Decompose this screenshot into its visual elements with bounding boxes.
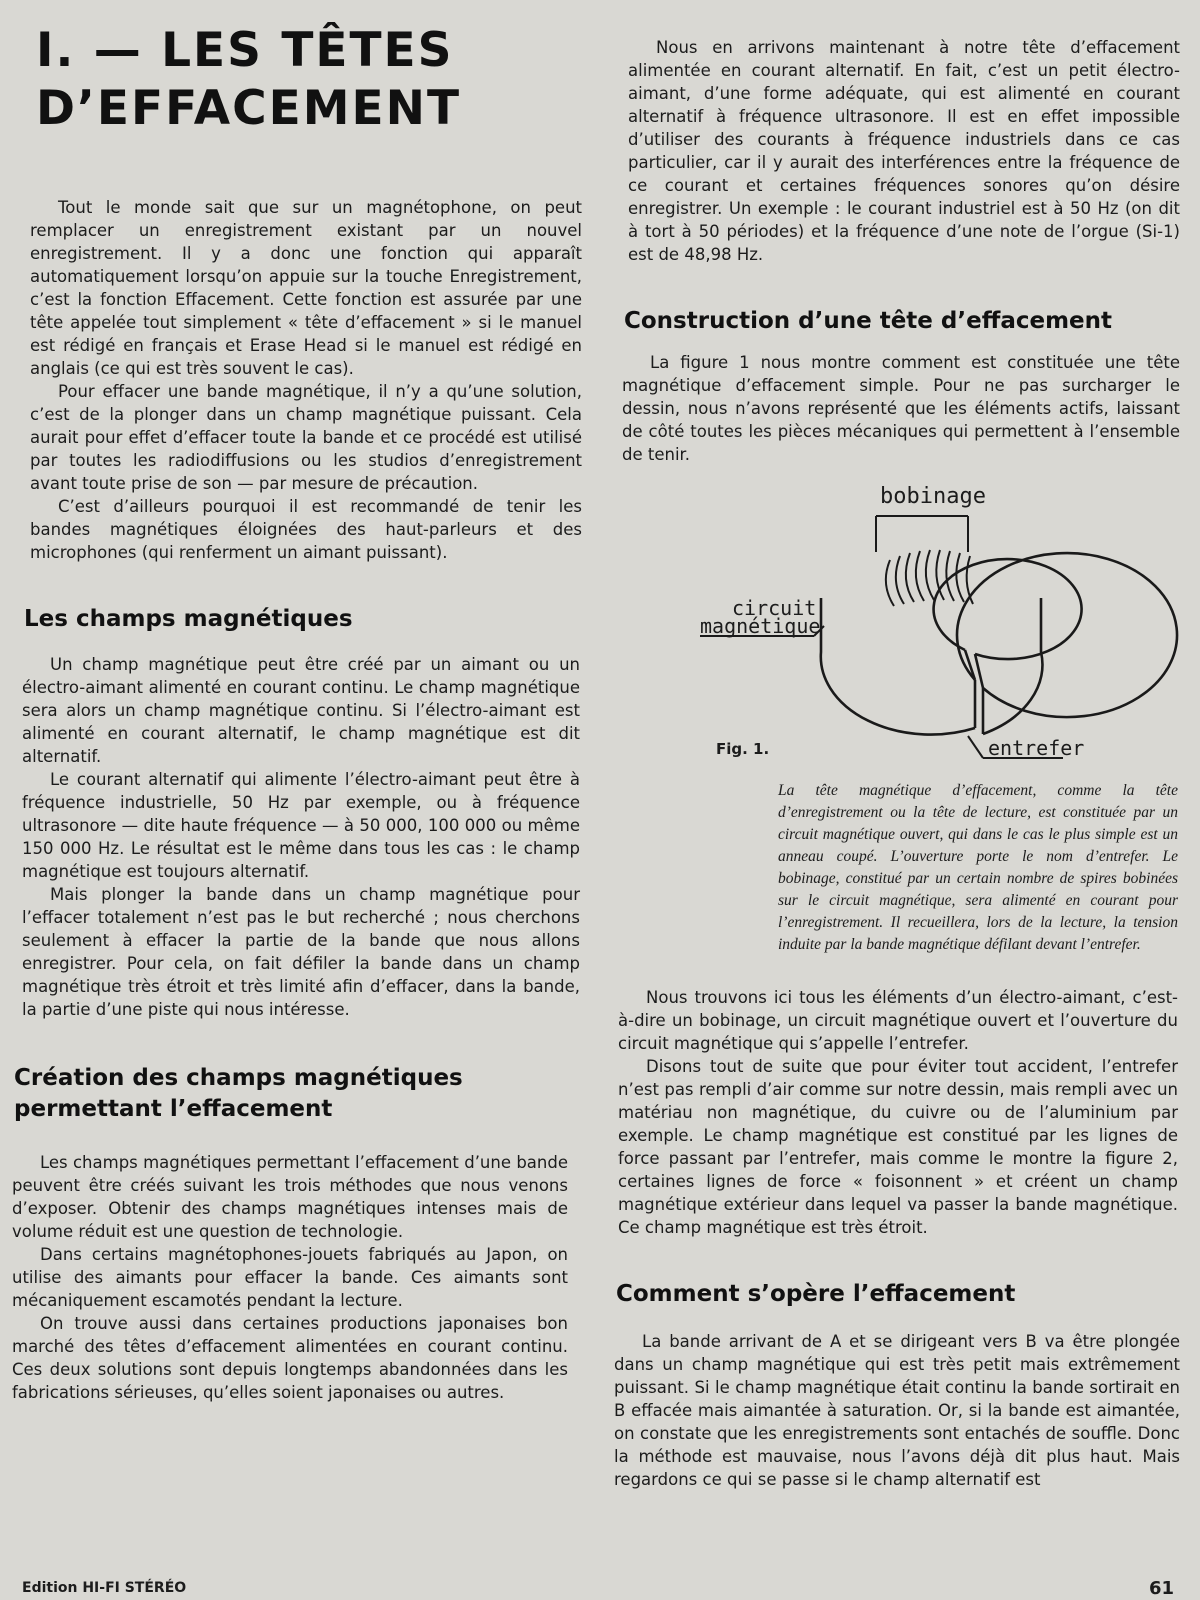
label-circuit-line2: magnétique <box>700 614 821 638</box>
section-heading-line2: permettant l’effacement <box>14 1096 333 1122</box>
figure-number: Fig. 1. <box>716 740 770 758</box>
section-heading: Les champs magnétiques <box>24 606 353 632</box>
page-title-line2: D’EFFACEMENT <box>36 81 462 136</box>
section-body <box>22 653 580 1021</box>
paragraph: On trouve aussi dans certaines productions japonaises bon marché des têtes d’effacement alimentées en courant continu. Ces deux solutions sont depuis longtemps abandonnées dans les fabrications sérieuses, qu’elles soient japonaises ou autres. <box>12 1314 568 1402</box>
page-title-line1: I. — LES TÊTES <box>36 23 454 78</box>
paragraph: Nous trouvons ici tous les éléments d’un électro-aimant, c’est-à-dire un bobinage, un circuit magnétique ouvert et l’ouverture du circuit magnétique qui s’appelle l’entrefer. <box>618 988 1178 1053</box>
paragraph: Le courant alternatif qui alimente l’électro-aimant peut être à fréquence industrielle, 50 Hz par exemple, ou à fréquence ultrasonore — dite haute fréquence — à 50 000, 100 000 ou même 150 000 Hz. Le résultat est le même dans tous les cas : le champ magnétique est toujours alternatif. <box>22 770 580 881</box>
paragraph: La bande arrivant de A et se dirigeant vers B va être plongée dans un champ magnétique qui est très petit mais extrêmement puissant. Si le champ magnétique était continu la bande sortirait en B effacée mais aimantée à saturation. Or, si la bande est aimantée, on constate que les enregistrements sont entachés de souffle. Donc la méthode est mauvaise, nous l’avons déjà dit plus haut. Mais regardons ce qui se passe si le champ alternatif est <box>614 1332 1180 1489</box>
paragraph: Mais plonger la bande dans un champ magnétique pour l’effacer totalement n’est pas le but recherché ; nous cherchons seulement à effacer la partie de la bande que nous allons enregistrer. Pour cela, on fait défiler la bande dans un champ magnétique très étroit et très limité afin d’effacer, dans la bande, la partie d’une piste qui nous intéresse. <box>22 885 580 1019</box>
section-heading: Construction d’une tête d’effacement <box>624 308 1113 334</box>
paragraph: C’est d’ailleurs pourquoi il est recommandé de tenir les bandes magnétiques éloignées des haut-parleurs et des microphones (qui renferment un aimant puissant). <box>30 497 582 562</box>
intro-block <box>30 196 582 564</box>
section-heading: Comment s’opère l’effacement <box>616 1281 1016 1307</box>
paragraph: Les champs magnétiques permettant l’effacement d’une bande peuvent être créés suivant les trois méthodes que nous venons d’exposer. Obtenir des champs magnétiques intenses mais de volume réduit est une question de technologie. <box>12 1153 568 1241</box>
left-column <box>12 22 582 1404</box>
footer-publication: Edition HI-FI STÉRÉO <box>22 1580 187 1596</box>
page-number: 61 <box>1148 1578 1174 1599</box>
paragraph: Disons tout de suite que pour éviter tout accident, l’entrefer n’est pas rempli d’air comme sur notre dessin, mais rempli avec un matériau non magnétique, du cuivre ou de l’aluminium par exemple. Le champ magnétique est constitué par les lignes de force passant par l’entrefer, mais comme le montre la figure 2, certaines lignes de force « foisonnent » et créent un champ magnétique extérieur dans lequel va passer la bande magnétique. Ce champ magnétique est très étroit. <box>618 1057 1178 1237</box>
section-heading <box>14 1063 580 1125</box>
right-column <box>614 36 1180 1491</box>
page-title <box>36 22 580 138</box>
label-bobinage: bobinage <box>880 484 986 509</box>
paragraph: Dans certains magnétophones-jouets fabriqués au Japon, on utilise des aimants pour effacer la bande. Ces aimants sont mécaniquement escamotés pendant la lecture. <box>12 1245 568 1310</box>
paragraph: Pour effacer une bande magnétique, il n’y a qu’une solution, c’est de la plonger dans un champ magnétique puissant. Cela aurait pour effet d’effacer toute la bande et ce procédé est utilisé par toutes les radiodiffusions ou les studios d’enregistrement avant toute prise de son — par mesure de précaution. <box>30 382 582 493</box>
figure-1 <box>628 476 1180 776</box>
paragraph: Un champ magnétique peut être créé par un aimant ou un électro-aimant alimenté en courant continu. Le champ magnétique sera alors un champ magnétique continu. Si l’électro-aimant est alimenté en courant alternatif, le champ magnétique est dit alternatif. <box>22 655 580 766</box>
paragraph: Tout le monde sait que sur un magnétophone, on peut remplacer un enregistrement existant par un nouvel enregistrement. Il y a donc une fonction qui apparaît automatiquement lorsqu’on appuie sur la touche Enregistrement, c’est la fonction Effacement. Cette fonction est assurée par une tête appelée tout simplement « tête d’effacement » si le manuel est rédigé en français et Erase Head si le manuel est rédigé en anglais (ce qui est très souvent le cas). <box>30 198 582 378</box>
figure-caption: La tête magnétique d’effacement, comme la tête d’enregistrement ou la tête de lecture, est constituée par un circuit magnétique ouvert, qui dans le cas le plus simple est un anneau coupé. L’ouverture porte le nom d’entrefer. Le bobinage, constitué par un certain nombre de spires bobinées sur le circuit magnétique, sera alimenté en courant pour l’enregistrement. Il recueillera, lors de la lecture, la tension induite par la bande magnétique défilant devant l’entrefer. <box>778 782 1178 953</box>
label-entrefer: entrefer <box>988 736 1085 760</box>
section-heading-line1: Création des champs magnétiques <box>14 1065 463 1091</box>
section-body <box>618 986 1178 1239</box>
section-body <box>12 1151 568 1404</box>
paragraph: La figure 1 nous montre comment est constituée une tête magnétique d’effacement simple. Pour ne pas surcharger le dessin, nous n’avons représenté que les éléments actifs, laissant de côté toutes les pièces mécaniques qui permettent à l’ensemble de tenir. <box>622 353 1180 464</box>
label-circuit-line1: circuit <box>732 596 817 620</box>
paragraph: Nous en arrivons maintenant à notre tête d’effacement alimentée en courant alternatif. En fait, c’est un petit électro-aimant, d’une forme adéquate, qui est alimenté en courant alternatif à fréquence ultrasonore. Il est en effet impossible d’utiliser des courants à fréquence industriels dans ce cas particulier, car il y aurait des interférences entre la fréquence de ce courant et certaines fréquences sonores qu’on désire enregistrer. Un exemple : le courant industriel est à 50 Hz (on dit à tort à 50 périodes) et la fréquence d’une note de l’orgue (Si-1) est de 48,98 Hz. <box>628 38 1180 264</box>
